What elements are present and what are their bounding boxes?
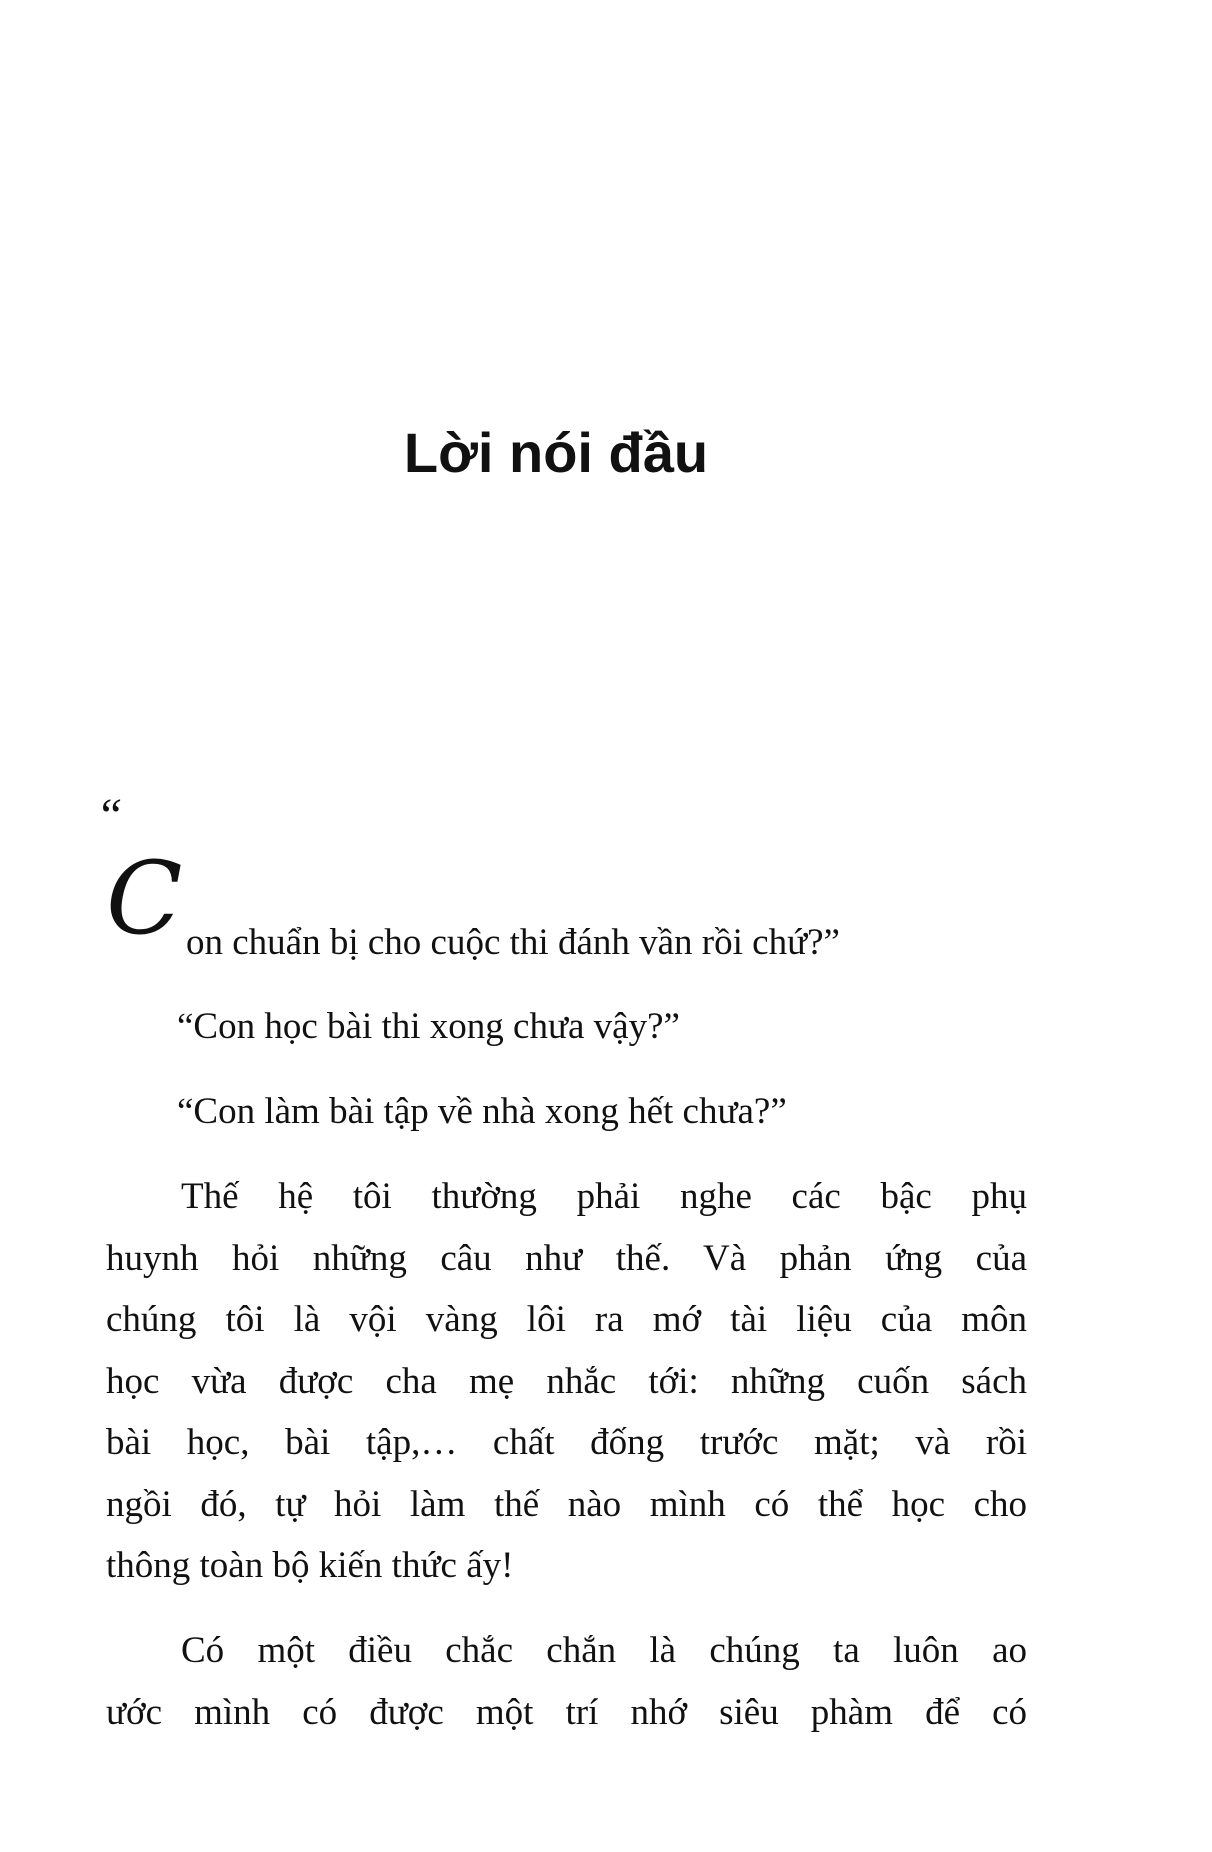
- paragraph-line: học vừa được cha mẹ nhắc tới: những cuốn sách: [106, 1361, 1027, 1402]
- paragraph-line: bài học, bài tập,… chất đống trước mặt; và rồi: [106, 1422, 1027, 1463]
- paragraph-line: ước mình có được một trí nhớ siêu phàm để có: [106, 1692, 1027, 1733]
- paragraph-line: ngồi đó, tự hỏi làm thế nào mình có thể học cho: [106, 1484, 1027, 1525]
- paragraph-line: Có một điều chắc chắn là chúng ta luôn ao: [181, 1630, 1027, 1671]
- quote-line: “Con học bài thi xong chưa vậy?”: [177, 1006, 680, 1047]
- paragraph-line: chúng tôi là vội vàng lôi ra mớ tài liệu của môn: [106, 1299, 1027, 1340]
- paragraph-line: thông toàn bộ kiến thức ấy!: [106, 1545, 514, 1586]
- drop-cap-letter: C: [106, 840, 183, 957]
- paragraph-line: huynh hỏi những câu như thế. Và phản ứng của: [106, 1238, 1027, 1279]
- paragraph-line: Thế hệ tôi thường phải nghe các bậc phụ: [181, 1176, 1027, 1217]
- page-title: Lời nói đầu: [403, 421, 709, 484]
- quote-line: “Con làm bài tập về nhà xong hết chưa?”: [177, 1091, 787, 1132]
- opening-line: on chuẩn bị cho cuộc thi đánh vần rồi chứ?”: [186, 922, 840, 963]
- drop-quote-mark: “: [96, 792, 123, 840]
